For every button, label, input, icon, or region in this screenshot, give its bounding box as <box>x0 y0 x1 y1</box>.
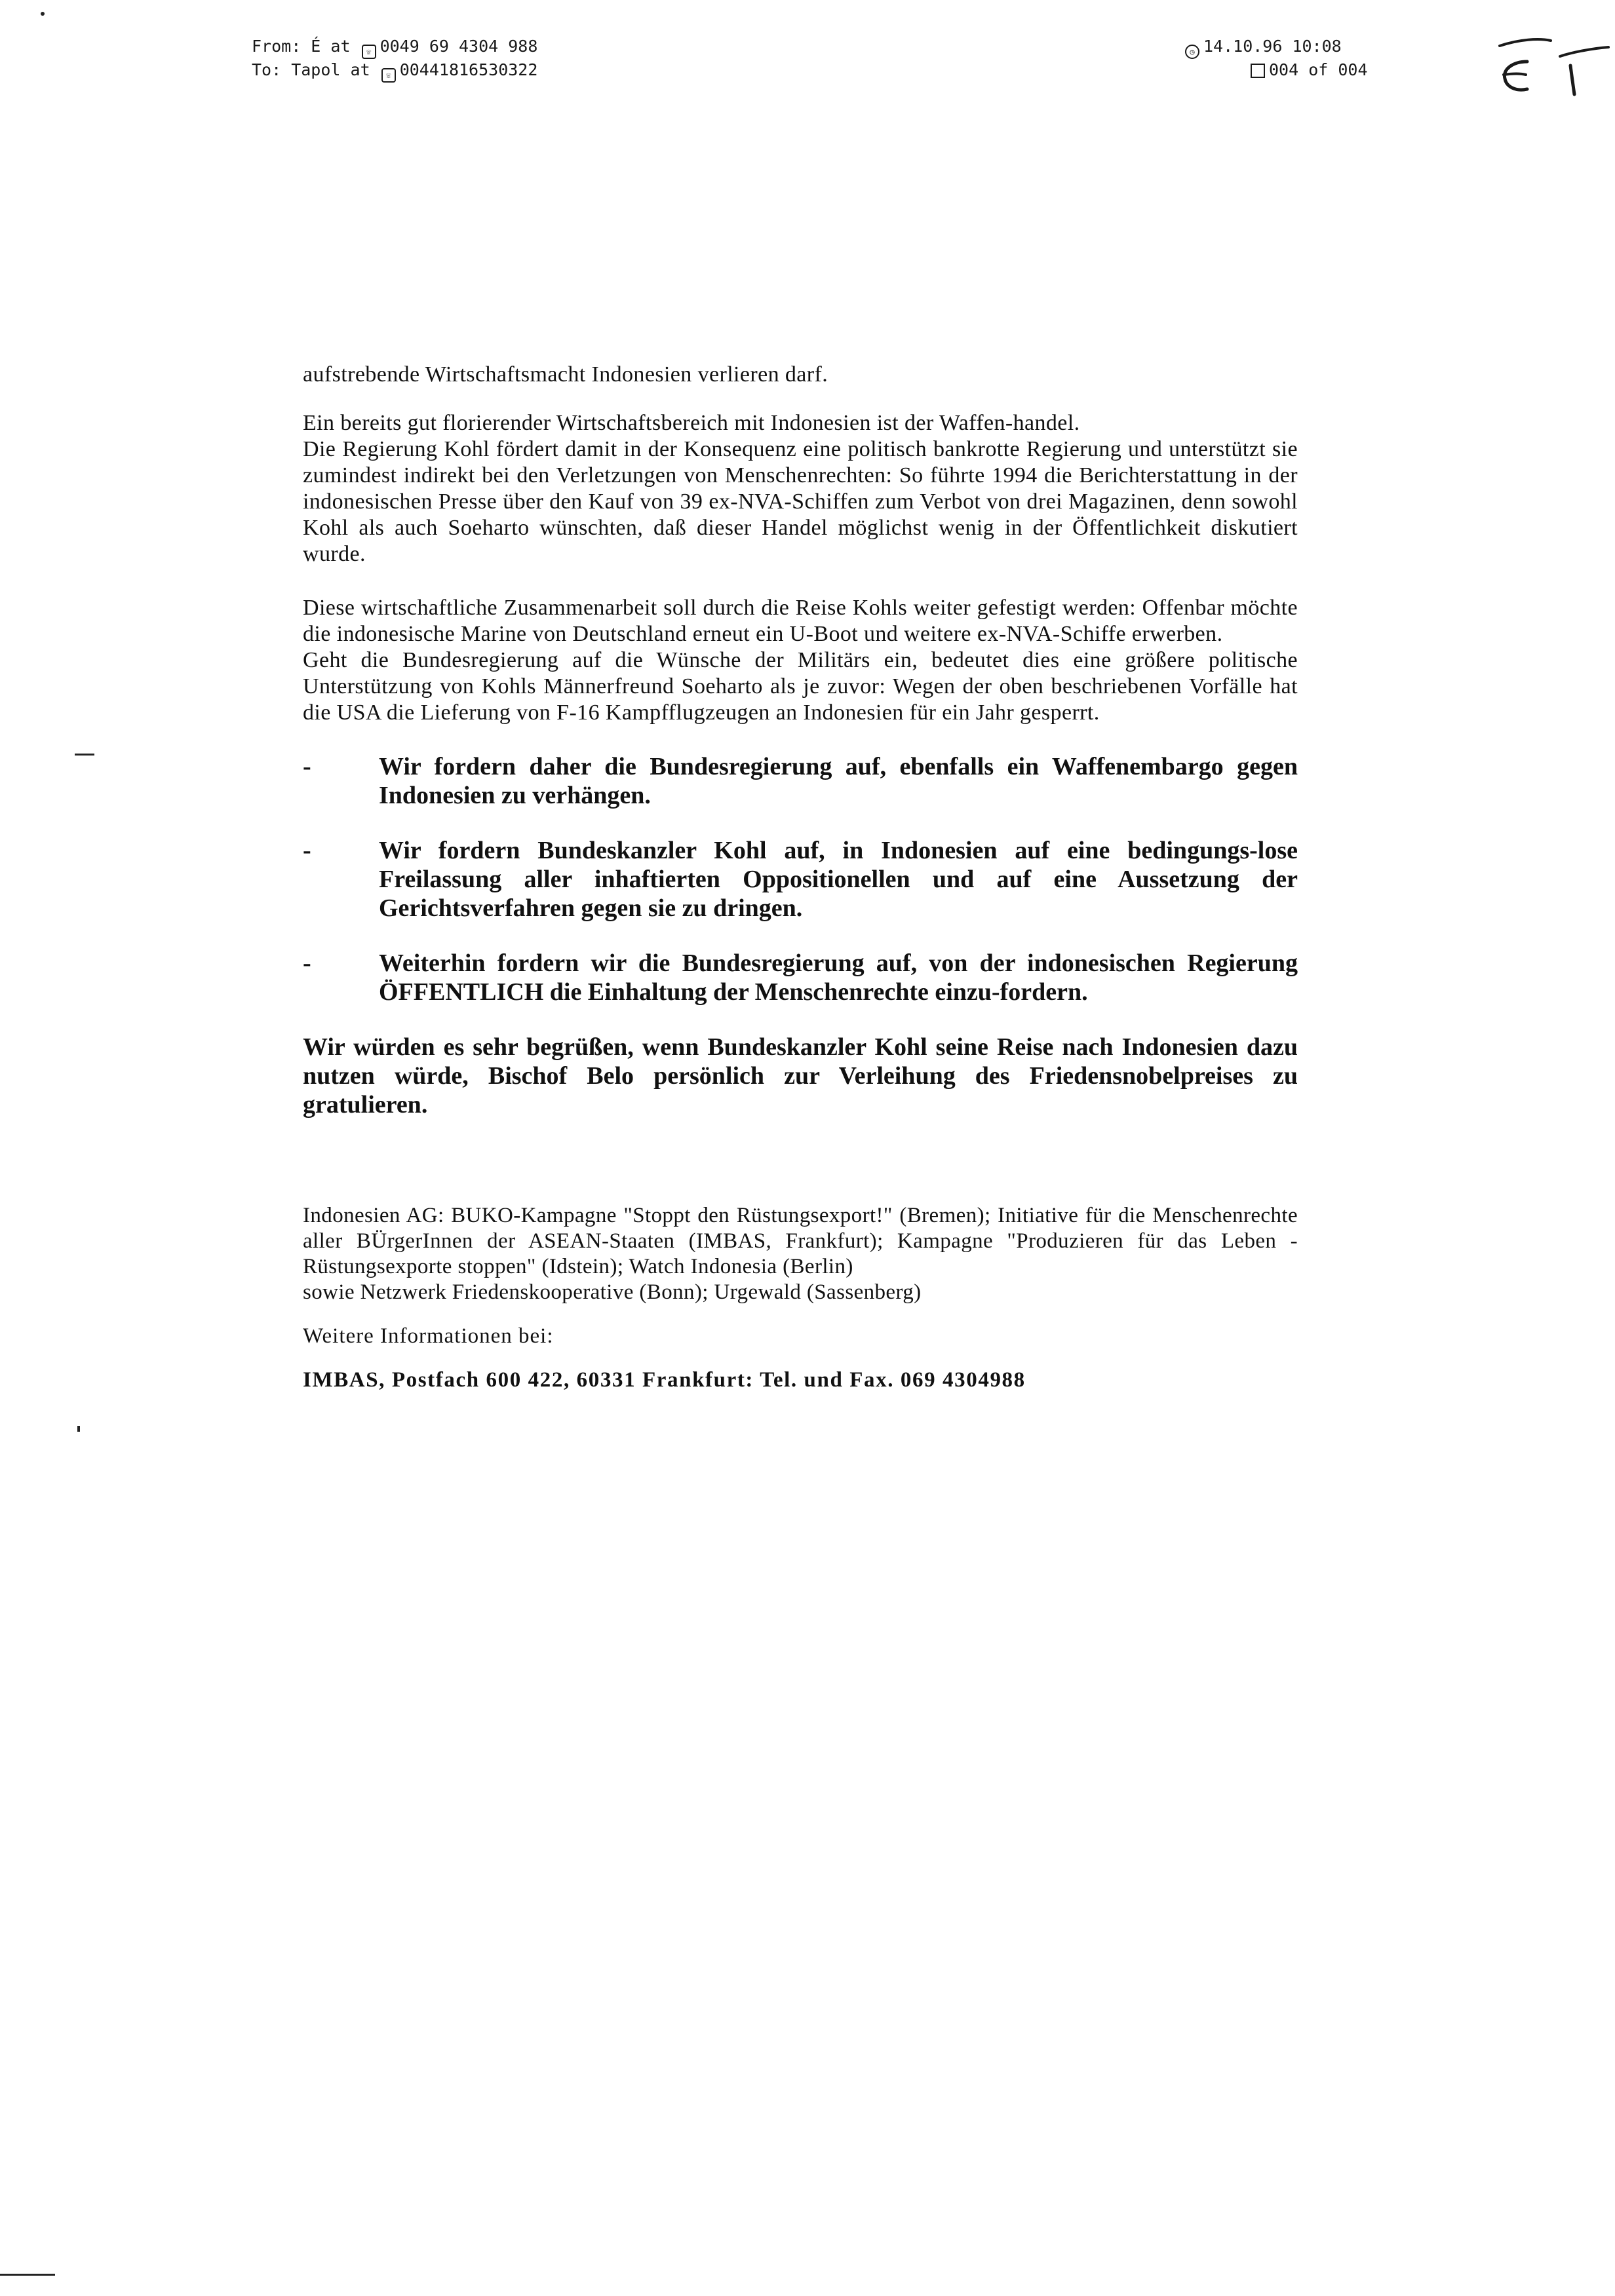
scan-speck <box>41 12 45 16</box>
more-info-label: Weitere Informationen bei: <box>303 1324 554 1348</box>
fax-from-label: From: É at <box>252 37 351 56</box>
demand-dash: - <box>303 837 311 864</box>
clock-icon: ◷ <box>1185 45 1199 59</box>
demand-item <box>303 752 1298 810</box>
contact-address: IMBAS, Postfach 600 422, 60331 Frankfurt: Tel. und Fax. 069 4304988 <box>303 1368 1026 1392</box>
demand-dash: - <box>303 753 311 780</box>
fax-date-row <box>1184 35 1368 59</box>
fax-to-number: 00441816530322 <box>399 60 538 79</box>
demand-text: Wir fordern daher die Bundesregierung auf, ebenfalls ein Waffenembargo gegen Indonesien zu verhängen. <box>379 753 1298 809</box>
fax-page-row <box>1184 59 1368 81</box>
fax-from-row <box>252 35 537 59</box>
paragraph-4: Diese wirtschaftliche Zusammenarbeit soll durch die Reise Kohls weiter gefestigt werden: Offenbar möchte die indonesische Marine von Deutschland erneut ein U-Boot und weitere ex-NVA-Schiffe erwerben. <box>303 596 1298 646</box>
fax-page-count: 004 of 004 <box>1269 60 1368 79</box>
signatories-list: Indonesien AG: BUKO-Kampagne "Stoppt den Rüstungsexport!" (Bremen); Initiative für die Menschenrechte aller BÜrgerInnen der ASEAN-Staaten (IMBAS, Frankfurt); Kampagne "Produzieren für das Leben - Rüstungsexporte stoppen" (Idstein); Watch Indonesia (Berlin) <box>303 1204 1298 1278</box>
fax-header-sender <box>252 35 537 83</box>
demand-item <box>303 949 1298 1006</box>
phone-icon: ☏ <box>362 45 376 59</box>
closing-statement: Wir würden es sehr begrüßen, wenn Bundeskanzler Kohl seine Reise nach Indonesien dazu nutzen würde, Bischof Belo persönlich zur Verleihung des Friedensnobelpreises zu gratulieren. <box>303 1033 1298 1119</box>
signatories <box>303 1203 1298 1305</box>
scan-speck <box>0 2274 55 2276</box>
paragraph-2: Ein bereits gut florierender Wirtschaftsbereich mit Indonesien ist der Waffen-handel. <box>303 411 1080 435</box>
paragraph-5: Geht die Bundesregierung auf die Wünsche der Militärs ein, bedeutet dies eine größere politische Unterstützung von Kohls Männerfreund Soeharto als je zuvor: Wegen der oben beschriebenen Vorfälle hat die USA die Lieferung von F-16 Kampfflugzeugen an Indonesien für ein Jahr gesperrt. <box>303 648 1298 725</box>
fax-to-row <box>252 59 537 83</box>
scan-speck <box>75 754 94 756</box>
letter-body <box>303 362 1298 1393</box>
page-icon <box>1251 64 1265 78</box>
demand-item <box>303 836 1298 923</box>
paragraph-1: aufstrebende Wirtschaftsmacht Indonesien verlieren darf. <box>303 362 828 387</box>
fax-date-time: 14.10.96 10:08 <box>1203 37 1342 56</box>
scan-speck <box>77 1426 80 1432</box>
demand-text: Wir fordern Bundeskanzler Kohl auf, in Indonesien auf eine bedingungs-lose Freilassung aller inhaftierten Oppositionellen und auf eine Aussetzung der Gerichtsverfahren gegen sie zu dringen. <box>379 837 1298 922</box>
phone-icon: ☏ <box>381 68 396 83</box>
fax-header-meta <box>1184 35 1368 81</box>
fax-to-label: To: Tapol at <box>252 60 370 79</box>
demand-text: Weiterhin fordern wir die Bundesregierung auf, von der indonesischen Regierung ÖFFENTLICH die Einhaltung der Menschenrechte einzu-fordern. <box>379 949 1298 1006</box>
demand-dash: - <box>303 949 311 977</box>
paragraph-3: Die Regierung Kohl fördert damit in der Konsequenz eine politisch bankrotte Regierung und unterstützt sie zumindest indirekt bei den Verletzungen von Menschenrechten: So führte 1994 die Berichterstattung in der indonesischen Presse über den Kauf von 39 ex-NVA-Schiffen zum Verbot von drei Magazinen, denn sowohl Kohl als auch Soeharto wünschten, daß dieser Handel möglichst wenig in der Öffentlichkeit diskutiert wurde. <box>303 437 1298 566</box>
handwritten-initials <box>1487 31 1611 104</box>
fax-from-number: 0049 69 4304 988 <box>379 37 538 56</box>
signatories-additional: sowie Netzwerk Friedenskooperative (Bonn); Urgewald (Sassenberg) <box>303 1280 922 1304</box>
